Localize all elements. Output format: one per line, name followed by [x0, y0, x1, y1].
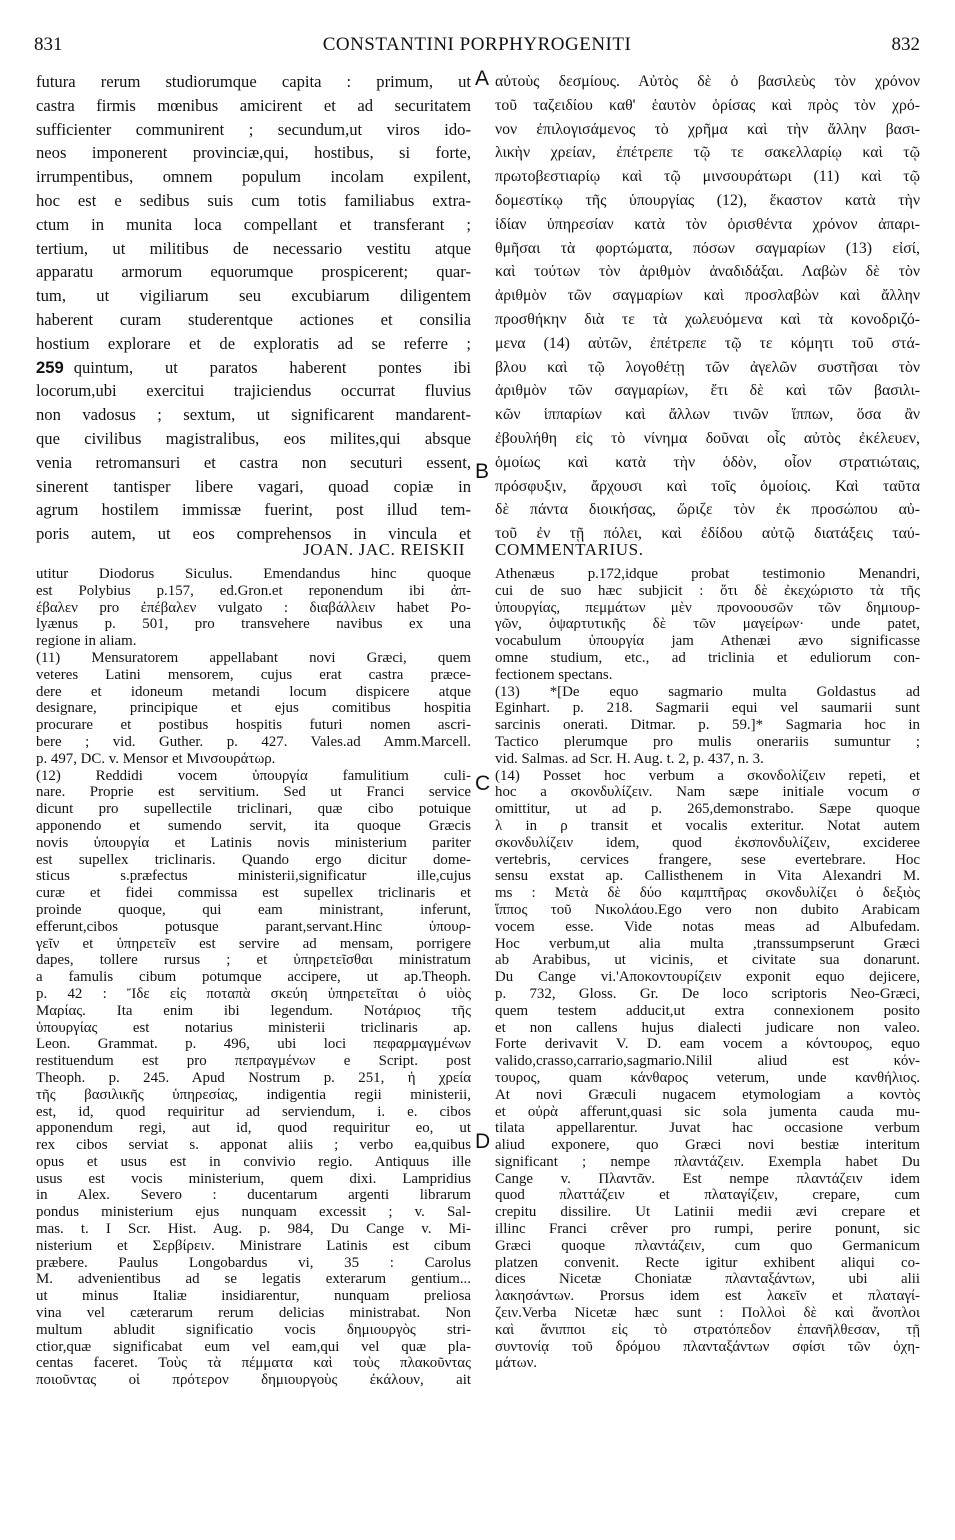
text-line: πρόσφυξιν, ἄρχουσι καὶ τοῖς ὁμοίοις. Καὶ ταῦτα	[495, 477, 920, 495]
text-line: restituendum est pro πεπραγμένων e Script. post	[36, 1053, 471, 1070]
text-line: ἀριθμὸν τῶν σαγμαρίων, ἔτι δὲ καὶ τῶν βασιλι-	[495, 382, 920, 400]
text-line: opus et usus est in convivio regio. Antiquus ille	[36, 1153, 471, 1170]
text-line: fectionem spectans.	[495, 666, 613, 683]
text-line: efferunt,cibos potusque parant,servant.Hinc ὑπουρ-	[36, 918, 471, 935]
text-line: έβαλεν pro ἐπέβαλεν vulgato : διαβάλλειν habet Po-	[36, 599, 471, 616]
text-line: Μαρίας. Ita enim ibi legendum. Νοτάριος τῆς	[36, 1002, 471, 1019]
text-line: irrumpentibus, omnem populum incolam expilent,	[36, 167, 471, 187]
text-line: castra firmis mœnibus amicirent et ad securitatem	[36, 95, 471, 115]
commentary-heading-author: JOAN. JAC. REISKII	[303, 540, 465, 559]
text-line: λικὴν χρείαν, ἐπέτρεπε τῷ τε σακελλαρίῳ καὶ τῷ	[495, 144, 920, 162]
text-line: ποιοῦντας οἱ πρότερον δημιουργοὺς ἐκάλουν, ait	[36, 1372, 471, 1389]
line-number: 259	[36, 357, 64, 377]
text-line: τοῦ ἐν τῇ πόλει, καὶ ἐδίδου αὐτῷ διατάξεις ταύ-	[495, 525, 920, 543]
text-line: utitur Diodorus Siculus. Emendandus hinc quoque	[36, 566, 471, 582]
margin-letter-b: B	[475, 460, 490, 483]
text-line: venia retromansuri et castra non secuturi essent,	[36, 452, 471, 472]
text-line: Græci quoque πλαντάζειν, cum quo Germanicum	[495, 1237, 920, 1254]
text-line: lyænus p. 501, pro transvehere navibus ex una	[36, 616, 471, 633]
text-line: sarcinis onerati. Ditmar. p. 59.]* Sagmaria hoc in	[495, 717, 920, 734]
text-line: τουρος, quam κάνθαρος veterum, unde κανθήλιος.	[495, 1069, 920, 1086]
commentary-heading	[36, 540, 920, 562]
text-line: hoc a σκονδυλίζειν. Nam sæpe initiale vocum σ	[495, 784, 920, 801]
page-number-right: 832	[891, 34, 920, 55]
text-line: μενα (14) αὐτῶν, ἐπέτρεπε τῷ τε κόμητι τοῦ στά-	[495, 334, 920, 352]
text-line: γεῖν et ὑπηρετεῖν est servire ad mensam, porrigere	[36, 935, 471, 952]
text-line: curæ et fidei commissa est supellex triclinaris et	[36, 885, 471, 902]
text-line: apponendum regi, aut id, quod requiritur eo, ut	[36, 1120, 471, 1137]
text-line: nare. Proprie est servitium. Sed ut Franci service	[36, 784, 471, 801]
text-line: σκονδυλίζειν idem, quod ἐκσπονδυλίζειν, excideree	[495, 834, 920, 851]
text-line: (13) *[De equo sagmario multa Goldastus ad	[495, 683, 920, 700]
text-line: νον ἐπιλογισάμενος τὸ χρῆμα καὶ τὴν ἄλλην βασι-	[495, 120, 920, 138]
text-line: veteres Latini mensorem, cujus erat castra præce-	[36, 666, 471, 683]
text-line: ἵππος τοῦ Νικολάου.Ego vero non dubito Arabicam	[495, 901, 920, 918]
text-line: haberent curam studerentque actiones et consilia	[36, 309, 471, 329]
commentary-left-column	[36, 566, 471, 1389]
text-line: M. advenientibus ad se legatis exterarum gentium...	[36, 1271, 471, 1288]
text-line: pondus ministerium ejus nunquam excessit ; v. Sal-	[36, 1204, 471, 1221]
text-line: vertebris, cervices frangere, sese evertebrare. Hoc	[495, 851, 920, 868]
text-line: μάτων.	[495, 1355, 538, 1372]
running-title: CONSTANTINI PORPHYROGENITI	[322, 34, 632, 55]
latin-text-column	[36, 70, 471, 546]
text-line: vina vel cæterarum rerum delicias ministrabat. Non	[36, 1305, 471, 1322]
text-line: πρωτοβεστιαρίῳ καὶ τῷ μινσουράτωρι (11) καὶ τῷ	[495, 168, 920, 186]
text-line: præbere. Paulus Longobardus vi, 35 : Carolus	[36, 1254, 471, 1271]
text-line: Leon. Grammat. p. 496, ubi loci πεφαρμαγμένων	[36, 1036, 471, 1053]
text-line: platzen convenit. Recte igitur exhibent aliqui co-	[495, 1254, 920, 1271]
text-line: Hoc verbum,ut alia multa ,transsumpserunt Græci	[495, 935, 920, 952]
text-line: ζειν.Verba Nicetæ hæc sunt : Πολλοὶ δὲ καὶ ἄνοπλοι	[495, 1305, 920, 1322]
text-line: καὶ τούτων τὸν ἀριθμὸν ἀναδιδάξαι. Λαβὼν δὲ τὸν	[495, 263, 920, 281]
text-line: aliud exponere, quo Græci novi bestiæ interitum	[495, 1137, 920, 1154]
text-line: rex cibos serviat s. apponat aliis ; verbo ea,quibus	[36, 1137, 471, 1154]
text-line: ms : Μετὰ δὲ δύο καμπτῆρας σκονδυλίζει ὁ δεξιὸς	[495, 885, 920, 902]
text-line: regione in aliam.	[36, 633, 137, 650]
text-line: ctior,quæ significabat eum vel eam,qui vel quæ pla-	[36, 1338, 471, 1355]
text-line: Cange v. Πλαντᾶν. Est nempe πλαντάζειν idem	[495, 1170, 920, 1187]
text-line: p. 497, DC. v. Mensor et Μινσουράτωρ.	[36, 750, 276, 767]
text-line: γῶν, ὀψαρτυτικῆς δὲ τῶν μαγείρων· unde patet,	[495, 616, 920, 633]
commentary-heading-label: COMMENTARIUS.	[495, 540, 644, 559]
text-line: sensu exstat ap. Callisthenem in Vita Alexandri M.	[495, 868, 920, 885]
text-line: ut minus Italiæ insidiarentur, nunquam preliosa	[36, 1288, 471, 1305]
text-line: cui de suo hæc subjicit : ὅτι δὲ ἐκεχώριστο τὰ τῆς	[495, 582, 920, 599]
text-line: apponendo et sumendo servit, ita quoque Græcis	[36, 817, 471, 834]
page-number-left: 831	[34, 34, 63, 55]
text-line: poris autem, ut eos comprehensos in vincula et	[36, 524, 471, 544]
text-line: δομεστίκῳ τῆς ὑπουργίας (12), ἕκαστον κατὰ τὴν	[495, 191, 920, 209]
text-line: quem testem adducit,ut extra connexionem posito	[495, 1002, 920, 1019]
text-line: τῆς βασιλικῆς ὑπηρεσίας, indigentia regii ministerii,	[36, 1086, 471, 1103]
text-line: est Polybius p.157, ed.Gron.et reponendum ibi ἀπ-	[36, 582, 471, 599]
text-line: tilata appellarentur. Juvat hac occasione verbum	[495, 1120, 920, 1137]
text-line: Theoph. p. 245. Apud Nostrum p. 251, ἡ χρεία	[36, 1069, 471, 1086]
text-line: tertium, ut militibus de necessario vestitu atque	[36, 238, 471, 258]
text-line: θμῆσαι τὰ φορτώματα, πόσων σαγμαρίων (13) εἰσί,	[495, 239, 920, 257]
margin-letter-d: D	[475, 1130, 491, 1153]
text-line: que civilibus magistralibus, eos milites,qui absque	[36, 428, 471, 448]
text-line: hoc est e sedibus suis cum totis familiabus extra-	[36, 190, 471, 210]
text-line: ὁμοίως καὶ κατὰ τὴν ὁδὸν, οἷον στρατιώταις,	[495, 453, 920, 471]
text-line: ὑπουργίας, πεμμάτων μὲν προνοουσῶν τῶν δημιουρ-	[495, 599, 920, 616]
page-header	[34, 34, 920, 60]
text-line: neos imponerent provinciæ,qui, hostibus, si forte,	[36, 143, 471, 163]
text-line: in Alex. Severo : ducentarum argenti librarum	[36, 1187, 471, 1204]
text-line: omittitur, ut ad p. 265,demonstrabo. Sæpe quoque	[495, 801, 920, 818]
text-line: (14) Posset hoc verbum a σκονδολίζειν repeti, et	[495, 767, 920, 784]
text-line: quintum, ut paratos haberent pontes ibi	[73, 357, 471, 377]
text-line: λ in ρ transit et vocalis exteritur. Notat autem	[495, 817, 920, 834]
text-line: nisterium et Σερβίρειν. Ministrare Latinis est cibum	[36, 1237, 471, 1254]
text-line: συντονίᾳ τοῦ δρόμου πλανταξάντων σφίσι τῶν ὀχη-	[495, 1338, 920, 1355]
text-line: tum, ut vigiliarum seu excubiarum diligentem	[36, 286, 471, 306]
text-line: ὑπουργίας est notarius ministerii triclinaris ap.	[36, 1019, 471, 1036]
text-line: omne studium, etc., ad triclinia et eduliorum con-	[495, 649, 920, 666]
text-line: non vadosus ; sextum, ut significarent mandarent-	[36, 405, 471, 425]
text-line: crepitu dissilire. Ut Latinii medii ævi crepare et	[495, 1204, 920, 1221]
text-line: designare, principique et ejus comitibus hospitia	[36, 700, 471, 717]
margin-letter-c: C	[475, 772, 491, 795]
text-line: ctum in munita loca compellant et transferant ;	[36, 214, 471, 234]
text-line: τοῦ ταζειδίου καθ' ἑαυτὸν ὁρίσας καὶ πρὸς τὸν χρό-	[495, 96, 920, 114]
text-line: significant ; nempe πλαντάζειν. Exempla habet Du	[495, 1153, 920, 1170]
text-line: hostium explorare et de exploratis ad se referre ;	[36, 333, 471, 353]
text-line: apparatu armorum equorumque prospicerent; quar-	[36, 262, 471, 282]
text-line: καὶ ἄνιπποι εἰς τὸ στρατόπεδον ἐπανῆλθεσαν, τῇ	[495, 1321, 920, 1338]
text-line: proinde quoque, qui eam ministrant, inferunt,	[36, 901, 471, 918]
text-line: vid. Salmas. ad Scr. H. Aug. t. 2, p. 437, n. 3.	[495, 750, 764, 767]
text-line: valido,crasso,carrario,sagmario.Nilil aliud est κόν-	[495, 1053, 920, 1070]
text-line: dapes, tollere rursus ; et ὑπηρετεῖσθαι ministratum	[36, 952, 471, 969]
text-line: (12) Reddidi vocem ὑπουργία famulitium culi-	[36, 767, 471, 784]
text-line: centas faceret. Τοὺς τὰ πέμματα καὶ τοὺς πλακοῦντας	[36, 1355, 471, 1372]
text-line: Tactico plerumque pro mulis onerariis sumuntur ;	[495, 733, 920, 750]
text-line: quod πλαττάζειν et πλαταγίζειν, crepare, cum	[495, 1187, 920, 1204]
text-line: ἀριθμὸν τῶν σαγμαρίων καὶ προσλαβὼν καὶ ἄλλην	[495, 287, 920, 305]
text-line: Du Cange vi.'Αποκοντουρίζειν exponit equo dejicere,	[495, 969, 920, 986]
text-line: ἰδίαν ὑπηρεσίαν κατὰ τὸν ὁρισθέντα χρόνον ἀπαρι-	[495, 215, 920, 233]
commentary-right-column	[495, 566, 920, 1372]
margin-letter-a: A	[475, 67, 490, 90]
text-line: locorum,ubi exercitui trajiciendus occurrat fluvius	[36, 381, 471, 401]
text-line: βλου καὶ τῷ λογοθέτῃ τῶν ἀγελῶν συστῆσαι τὸν	[495, 358, 920, 376]
text-line: et οὐρὰ afferunt,quasi sic sola jumenta cauda mu-	[495, 1103, 920, 1120]
text-line: At novi Græculi nugacem etymologiam a κοντὸς	[495, 1086, 920, 1103]
text-line: dere et idoneum metandi locum dispicere atque	[36, 683, 471, 700]
text-line: usus est vocis ministerium, quem dixi. Lampridius	[36, 1170, 471, 1187]
text-line: κῶν ἱππαρίων καὶ ἄλλων τινῶν ἵππων, ὅσα ἂν	[495, 406, 920, 424]
text-line: dicunt pro supellectile triclinari, quæ cibo potuique	[36, 801, 471, 818]
text-line: sinerent tantisper libere vagari, quoad copiæ in	[36, 476, 471, 496]
text-line: futura rerum studiorumque capita : primum, ut	[36, 72, 471, 91]
text-line-numbered	[36, 356, 471, 380]
text-line: procurare et postibus hospitis futuri nomen ascri-	[36, 717, 471, 734]
text-line: δὲ πάντα διοικήσας, ὥριζε τὸν ἐκ προσώπου αὐ-	[495, 501, 920, 519]
text-line: Eginhart. p. 218. Sagmarii equi vel saumarii sunt	[495, 700, 920, 717]
text-line: (11) Mensuratorem appellabant novi Græci, quem	[36, 649, 471, 666]
text-line: novis ὑπουργία et Latinis novis ministerium pariter	[36, 834, 471, 851]
text-line: est supellex triclinaris. Quando ergo dicitur dome-	[36, 851, 471, 868]
text-line: bere ; vid. Guther. p. 427. Vales.ad Amm.Marcell.	[36, 733, 471, 750]
text-line: est, id, quod requiritur ad serviendum, i. e. cibos	[36, 1103, 471, 1120]
text-line: vocem esse. Vide notas meas ad Albufedam.	[495, 918, 920, 935]
text-line: Athenæus p.172,idque probat testimonio Menandri,	[495, 566, 920, 582]
text-line: a famulis cibum potumque accipere, ut ap.Theoph.	[36, 969, 471, 986]
text-line: ab Arabibus, ut vicinis, et civitate sua donarunt.	[495, 952, 920, 969]
text-line: προσθήκην διὰ τε τὰ χωλευόμενα καὶ τὰ κονοδριζό-	[495, 310, 920, 328]
text-line: et non callens hujus dialecti judicare non valeo.	[495, 1019, 920, 1036]
text-line: dices Nicetæ Choniatæ πλανταξάντων, ubi alii	[495, 1271, 920, 1288]
text-line: sticus s.præfectus ministerii,significatur ille,cujus	[36, 868, 471, 885]
text-line: mas. t. I Scr. Hist. Aug. p. 984, Du Cange v. Mi-	[36, 1221, 471, 1238]
text-line: p. 42 : Ἴδε εἰς ποταπὰ σκεύη ὑπηρετεῖται ὁ υἱὸς	[36, 985, 471, 1002]
text-line: ἐβουλήθη εἰς τὸ νίνημα δοῦναι οἷς αὐτὸς ἐκέλευεν,	[495, 429, 920, 447]
text-line: illinc Franci crêver pro rumpi, perire ponunt, sic	[495, 1221, 920, 1238]
text-line: vocabulum ὑπουργία jam Athenæi ævo significasse	[495, 633, 920, 650]
text-line: agrum hostilem immissæ fuerint, post illud tem-	[36, 500, 471, 520]
text-line: Forte derivavit V. D. eam vocem a κόντουρος, equo	[495, 1036, 920, 1053]
text-line: λακησάντων. Prorsus idem est λακεῖν et πλαταγί-	[495, 1288, 920, 1305]
text-line: sufficienter communirent ; secundum,ut viros ido-	[36, 119, 471, 139]
text-line: p. 732, Gloss. Gr. De loco scriptoris Neo-Græci,	[495, 985, 920, 1002]
greek-text-column	[495, 70, 920, 546]
text-line: multum abludit significatio vocis δημιουργὸς stri-	[36, 1321, 471, 1338]
text-line: αὐτοὺς δεσμίους. Αὐτὸς δὲ ὁ βασιλεὺς τὸν χρόνον	[495, 73, 920, 90]
